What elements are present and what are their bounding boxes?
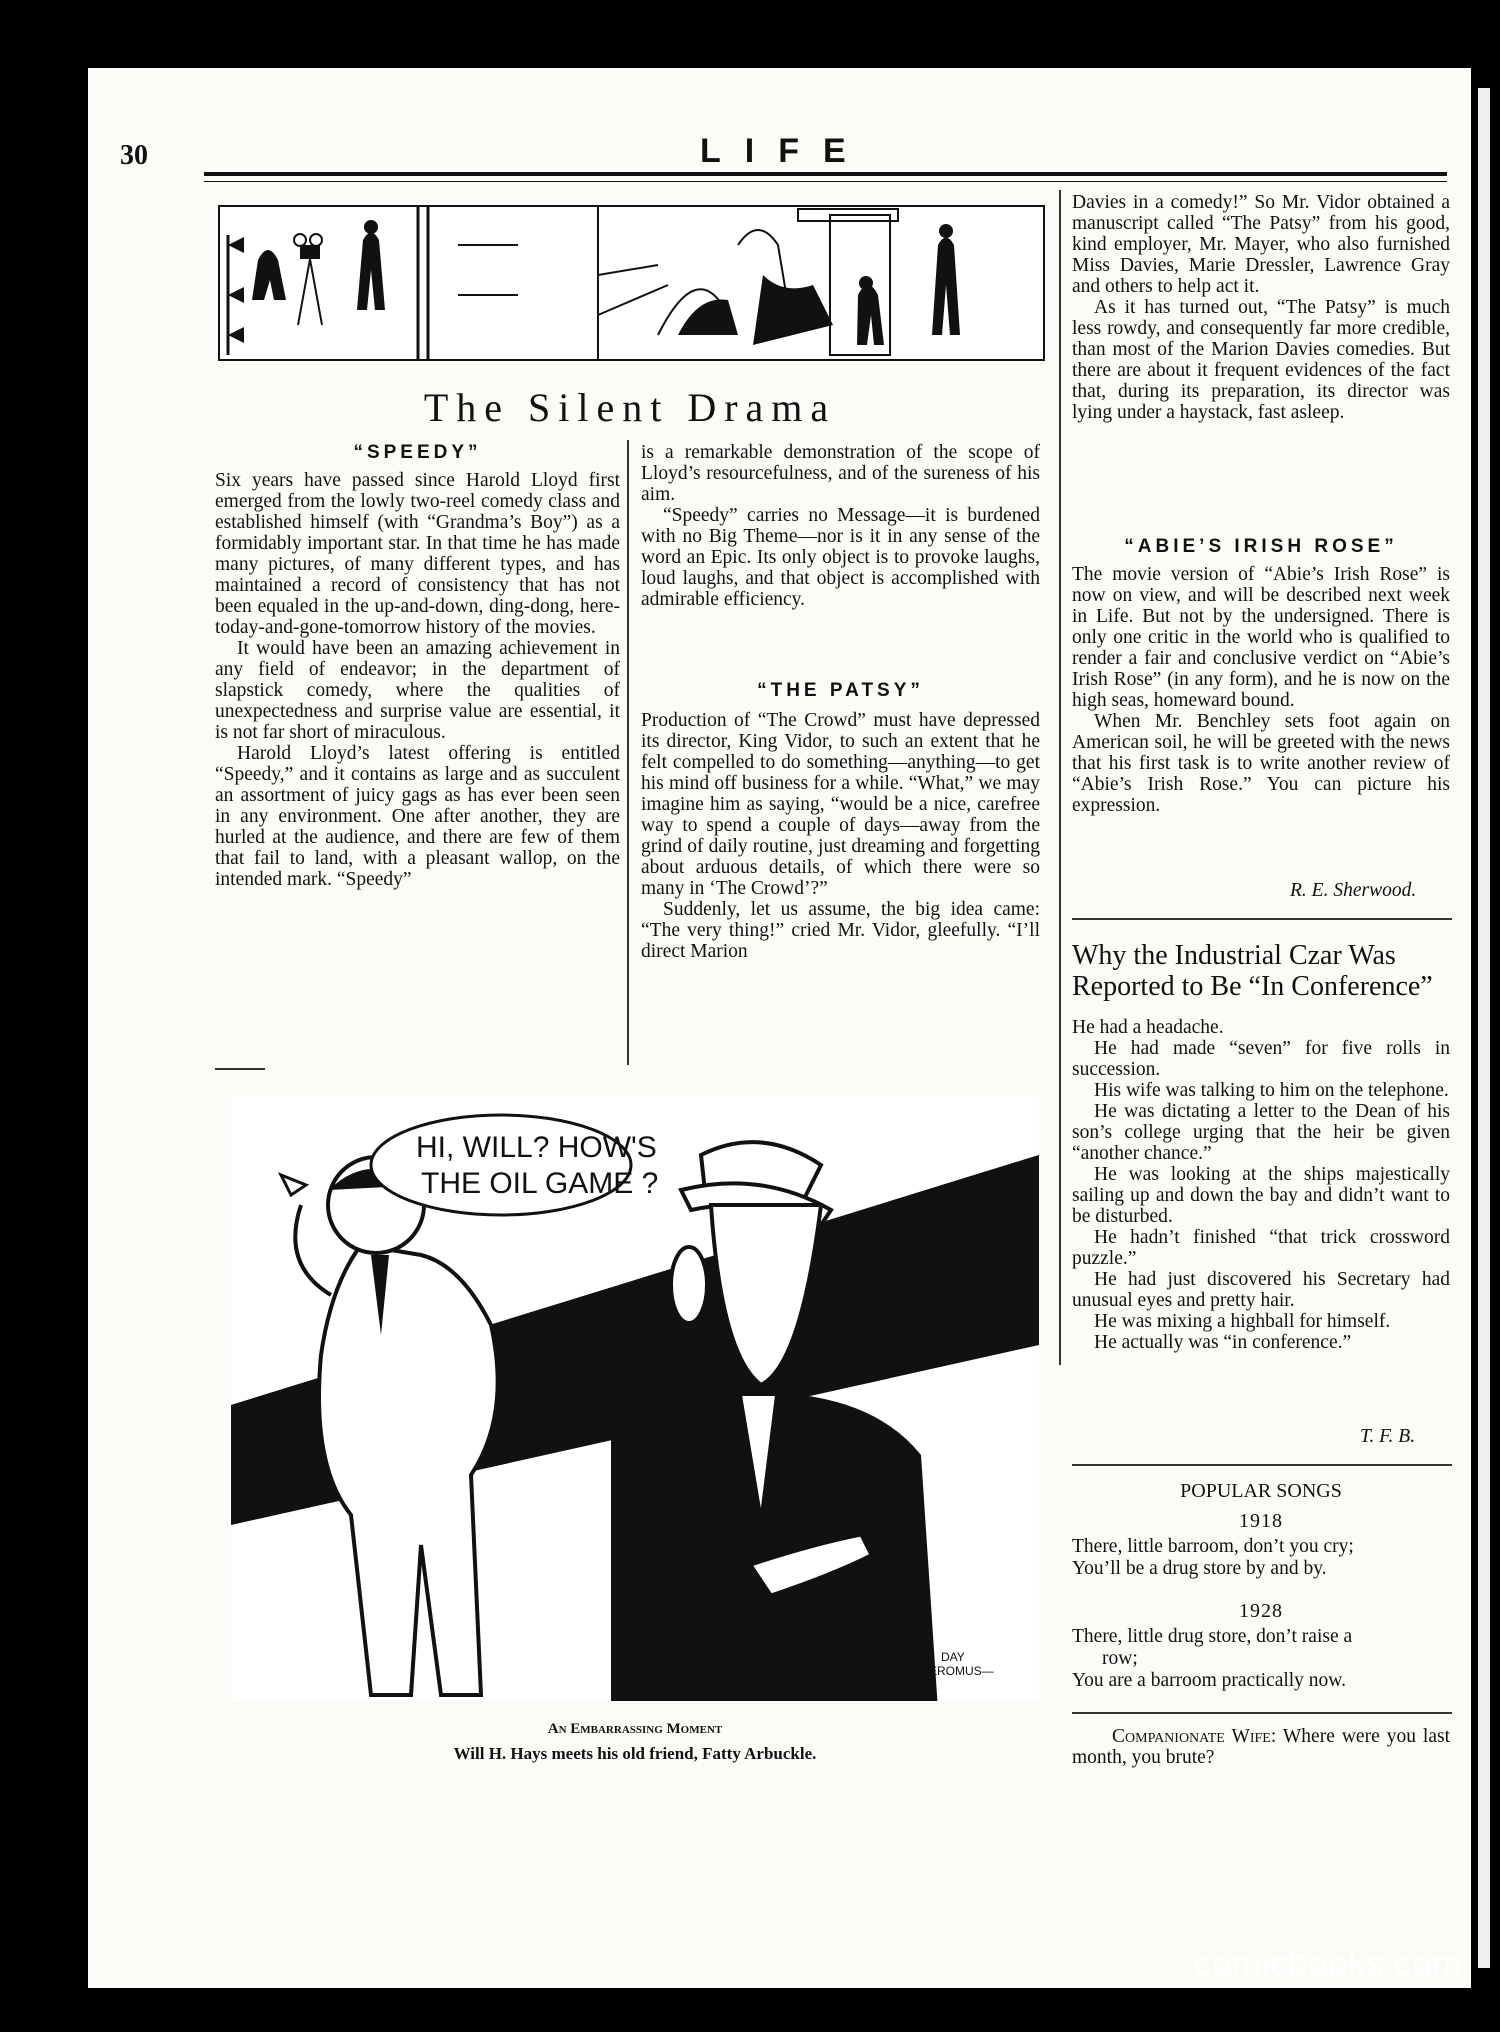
cartoon-caption-text: Will H. Hays meets his old friend, Fatty Arbuckle. xyxy=(453,1744,817,1763)
patsy-paragraph: Suddenly, let us assume, the big idea came: “The very thing!” cried Mr. Vidor, gleefully. “I’ll direct Marion xyxy=(641,899,1040,962)
abie-paragraph: When Mr. Benchley sets foot again on American soil, he will be greeted with the news that his first task is to write another review of “Abie’s Irish Rose.” You can picture his expression. xyxy=(1072,711,1450,816)
speedy-paragraph: Harold Lloyd’s latest offering is entitled “Speedy,” and it contains as large and as succulent an assortment of juicy gags as has ever been seen in any environment. One after another, they are hurled at the audience, and there are few of them that fail to land, with a pleasant wallop, on the intended mark. “Speedy” xyxy=(215,743,620,890)
section-divider xyxy=(1072,1464,1452,1466)
header-rule-thin xyxy=(204,181,1447,182)
song-line: You’ll be a drug store by and by. xyxy=(1072,1558,1327,1579)
czar-title: Why the Industrial Czar Was Reported to Be “In Conference” xyxy=(1072,940,1433,1002)
czar-line: He had a headache. xyxy=(1072,1017,1224,1038)
czar-column xyxy=(1072,1017,1450,1353)
magazine-title: LIFE xyxy=(700,132,870,170)
patsy-continuation xyxy=(1072,192,1450,423)
column-rule-middle xyxy=(627,440,629,1065)
patsy-column xyxy=(641,710,1040,962)
abie-heading: “ABIE’S IRISH ROSE” xyxy=(1124,536,1398,557)
patsy-continued: As it has turned out, “The Patsy” is much less rowdy, and consequently far more credible, than most of the Marion Davies comedies. But there are about it frequent evidences of the fact that, during its preparation, its director was lying under a haystack, fast asleep. xyxy=(1072,297,1450,423)
czar-line: His wife was talking to him on the telephone. xyxy=(1094,1080,1449,1101)
header-rule xyxy=(204,172,1447,176)
sherwood-signature: R. E. Sherwood. xyxy=(1290,880,1417,901)
next-page-edge xyxy=(1478,88,1490,1968)
section-divider xyxy=(1072,918,1452,920)
speedy-continued: is a remarkable demonstration of the scope of Lloyd’s resourcefulness, and of the sureness of his aim. xyxy=(641,442,1040,505)
speedy-heading: “SPEEDY” xyxy=(353,442,482,463)
song-verse-1918 xyxy=(1072,1536,1450,1580)
song-line: You are a barroom practically now. xyxy=(1072,1670,1346,1691)
section-divider xyxy=(1072,1712,1452,1714)
cartoon-illustration xyxy=(231,1095,1039,1701)
czar-line: He hadn’t finished “that trick crossword puzzle.” xyxy=(1072,1227,1450,1269)
short-divider xyxy=(215,1068,265,1070)
tfb-signature: T. F. B. xyxy=(1360,1426,1416,1447)
speech-bubble-line-2: THE OIL GAME ? xyxy=(421,1167,659,1200)
czar-line: He had made “seven” for five rolls in succession. xyxy=(1072,1038,1450,1080)
patsy-paragraph: Production of “The Crowd” must have depressed its director, King Vidor, to such an extent that he felt compelled to do something—anything—to get his mind off business for a while. “What,” we may imagine him as saying, “would be a nice, carefree way to spend a couple of days—away from the grind of daily routine, just dreaming and forgetting about arduous details, of which there were so many in ‘The Crowd’?” xyxy=(641,710,1040,899)
czar-line: He was looking at the ships majestically sailing up and down the bay and didn’t want to be disturbed. xyxy=(1072,1164,1450,1227)
artist-signature-line-2: BEROMUS— xyxy=(921,1664,994,1678)
song-verse-1928 xyxy=(1072,1626,1450,1692)
speedy-continuation xyxy=(641,442,1040,610)
speedy-paragraph: It would have been an amazing achievement in any field of endeavor; in the department of slapstick comedy, where the qualities of unexpectedness and surprise value are essential, it is not far short of miraculous. xyxy=(215,638,620,743)
speedy-column xyxy=(215,470,620,890)
czar-line: He was dictating a letter to the Dean of his son’s college urging that the heir be given “another chance.” xyxy=(1072,1101,1450,1164)
companionate-label: Companionate Wife: xyxy=(1112,1726,1277,1747)
speedy-continued: “Speedy” carries no Message—it is burdened with no Big Theme—nor is it in any sense of the word an Epic. Its only object is to provoke laughs, loud laughs, and that object is accomplished with admirable efficiency. xyxy=(641,505,1040,610)
czar-line: He was mixing a highball for himself. xyxy=(1094,1311,1391,1332)
song-year-1918: 1918 xyxy=(1239,1510,1283,1532)
speech-bubble-line-1: HI, WILL? HOW'S xyxy=(416,1131,657,1164)
song-line: There, little barroom, don’t you cry; xyxy=(1072,1536,1354,1557)
patsy-continued: Davies in a comedy!” So Mr. Vidor obtained a manuscript called “The Patsy” from his good, kind employer, Mr. Mayer, who also furnished Miss Davies, Marie Dressler, Lawrence Gray and others to help act it. xyxy=(1072,192,1450,297)
column-rule-right xyxy=(1059,190,1061,1365)
page-number: 30 xyxy=(120,140,148,171)
abie-paragraph: The movie version of “Abie’s Irish Rose” is now on view, and will be described next week in Life. But not by the undersigned. There is only one critic in the world who is qualified to render a fair and conclusive verdict on “Abie’s Irish Rose” (in any form), and he is now on the high seas, homeward bound. xyxy=(1072,564,1450,711)
song-line: There, little drug store, don’t raise a xyxy=(1072,1626,1353,1647)
abie-column xyxy=(1072,564,1450,816)
popular-songs-title: POPULAR SONGS xyxy=(1180,1480,1342,1502)
companionate-text: Where were you last month, you brute? xyxy=(1072,1726,1450,1768)
czar-line: He had just discovered his Secretary had unusual eyes and pretty hair. xyxy=(1072,1269,1450,1311)
czar-line: He actually was “in conference.” xyxy=(1094,1332,1352,1353)
companionate-joke xyxy=(1072,1726,1450,1768)
film-set-illustration xyxy=(218,205,1045,361)
watermark: comicbooks.com xyxy=(1193,1942,1462,1983)
song-year-1928: 1928 xyxy=(1239,1600,1283,1622)
speedy-paragraph: Six years have passed since Harold Lloyd first emerged from the lowly two-reel comedy class and established himself (with “Grandma’s Boy”) as a formidably important star. In that time he has made many pictures, of many different types, and has maintained a record of consistency that has not been equaled in the up-and-down, ding-dong, here-today-and-gone-tomorrow history of the movies. xyxy=(215,470,620,638)
patsy-heading: “THE PATSY” xyxy=(757,680,924,701)
song-line: row; xyxy=(1102,1648,1138,1669)
cartoon-caption-title: An Embarrassing Moment xyxy=(547,1721,723,1737)
artist-signature-line-1: DAY xyxy=(941,1650,965,1664)
article-title: The Silent Drama xyxy=(423,385,837,430)
